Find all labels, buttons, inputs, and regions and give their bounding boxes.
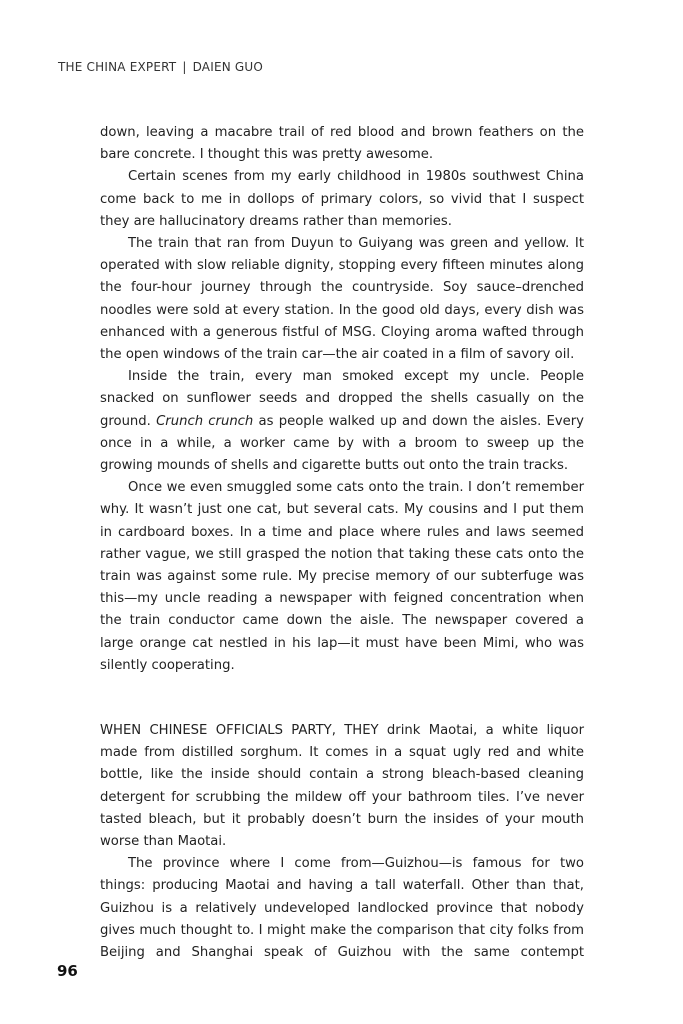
paragraph	[100, 720, 584, 853]
paragraph	[100, 366, 584, 477]
page-number: 96	[57, 962, 78, 980]
section-one	[100, 122, 584, 677]
author-name: DAIEN GUO	[192, 60, 264, 74]
section-lead-in: WHEN CHINESE OFFICIALS PARTY, THEY	[100, 723, 379, 738]
book-title: THE CHINA EXPERT	[58, 60, 177, 74]
section-two	[100, 720, 584, 964]
running-head	[58, 60, 263, 74]
paragraph: Once we even smuggled some cats onto the train. I don’t remember why. It wasn’t just one cat, but several cats. My cousins and I put them in cardboard boxes. In a time and place where rules and laws seemed rather vague, we still grasped the notion that taking these cats onto the train was against some rule. My precise memory of our subterfuge was this—my uncle reading a newspaper with feigned concentration when the train conductor came down the aisle. The newspaper covered a large orange cat nestled in his lap—it must have been Mimi, who was silently cooperating.	[100, 480, 584, 673]
paragraph: The train that ran from Duyun to Guiyang was green and yellow. It operated with slow reliable dignity, stopping every fifteen minutes along the four-hour journey through the countryside. Soy sauce–drenched noodles were sold at every station. In the good old days, every dish was enhanced with a generous fistful of MSG. Cloying aroma wafted through the open windows of the train car—the air coated in a film of savory oil.	[100, 236, 584, 363]
paragraph: The province where I come from—Guizhou—is famous for two things: producing Maotai and having a tall waterfall. Other than that, Guizhou is a relatively undeveloped landlocked province that nobody gives much thought to. I might make the comparison that city folks from Beijing and Shanghai speak of Guizhou with the same contempt	[100, 856, 584, 961]
paragraph-text: Inside the train, every man smoked except my uncle. People snacked on sunflower seeds and dropped the shells casually on the ground.	[100, 369, 584, 429]
header-separator: |	[182, 60, 187, 74]
paragraph: Certain scenes from my early childhood in 1980s southwest China come back to me in dollops of primary colors, so vivid that I suspect they are hallucinatory dreams rather than memories.	[100, 169, 584, 229]
italic-phrase: Crunch crunch	[156, 413, 254, 429]
paragraph-text: drink Maotai, a white liquor made from distilled sorghum. It comes in a squat ugly red and white bottle, like the inside should contain a strong bleach-based cleaning detergent for scrubbing the mildew off your bathroom tiles. I’ve never tasted bleach, but it probably doesn’t burn the insides of your mouth worse than Maotai.	[100, 723, 584, 850]
paragraph: down, leaving a macabre trail of red blood and brown feathers on the bare concrete. I thought this was pretty awesome.	[100, 125, 584, 163]
paragraph-text: as people walked up and down the aisles. Every once in a while, a worker came by with a broom to sweep up the growing mounds of shells and cigarette butts out onto the train tracks.	[100, 413, 584, 474]
